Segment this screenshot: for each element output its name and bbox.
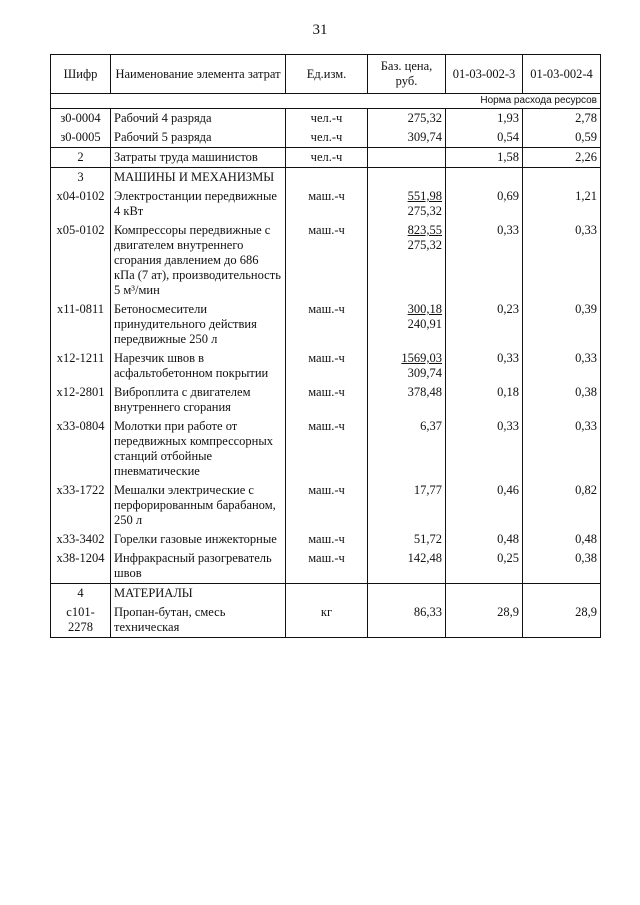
cell-norm-2: 0,33: [523, 349, 601, 383]
cell-norm-1: 0,46: [446, 481, 523, 530]
cell-price: [368, 221, 446, 300]
cell-unit: маш.-ч: [286, 417, 368, 481]
cell-norm-2: 0,33: [523, 221, 601, 300]
cell-name: Электростанции передвижные 4 кВт: [111, 187, 286, 221]
table-row: [51, 128, 601, 148]
cell-norm-2: 0,33: [523, 417, 601, 481]
cell-code: х33-0804: [51, 417, 111, 481]
price-primary: 551,98: [407, 189, 442, 203]
cell-code: х04-0102: [51, 187, 111, 221]
cell-norm-1: 1,93: [446, 109, 523, 129]
cell-name: Виброплита с двигателем внутреннего сгорания: [111, 383, 286, 417]
cell-price: [368, 549, 446, 584]
section-title: МАШИНЫ И МЕХАНИЗМЫ: [111, 168, 286, 188]
section-code: 3: [51, 168, 111, 188]
table-row: [51, 349, 601, 383]
cell-norm-1: 0,33: [446, 417, 523, 481]
price-secondary: 275,32: [407, 204, 442, 218]
cell-price: 275,32: [368, 109, 446, 129]
header-resource-2: 01-03-002-4: [523, 55, 601, 94]
section-row-machines: [51, 168, 601, 188]
cell-unit: маш.-ч: [286, 549, 368, 584]
cell-code: с101-2278: [51, 603, 111, 638]
cell-price: [368, 349, 446, 383]
cell-name: Молотки при работе от передвижных компрессорных станций отбойные пневматические: [111, 417, 286, 481]
cell-unit: чел.-ч: [286, 128, 368, 148]
cell-unit: чел.-ч: [286, 148, 368, 168]
cell-norm-2: 0,38: [523, 549, 601, 584]
price-primary: 1569,03: [401, 351, 442, 365]
cell-norm-2: 2,78: [523, 109, 601, 129]
cell-norm-1: 1,58: [446, 148, 523, 168]
header-name: Наименование элемента затрат: [111, 55, 286, 94]
table-row: [51, 549, 601, 584]
cell-code: х05-0102: [51, 221, 111, 300]
norm-label-row: [51, 94, 601, 109]
cell-unit: маш.-ч: [286, 383, 368, 417]
cell-name: Горелки газовые инжекторные: [111, 530, 286, 549]
cell-price: 86,33: [368, 603, 446, 638]
table-row: [51, 187, 601, 221]
price-secondary: 240,91: [407, 317, 442, 331]
cell-name: Компрессоры передвижные с двигателем внутреннего сгорания давлением до 686 кПа (7 ат), производительность 5 м³/мин: [111, 221, 286, 300]
cell-code: з0-0004: [51, 109, 111, 129]
cell-norm-1: 0,23: [446, 300, 523, 349]
cell-norm-1: 0,33: [446, 349, 523, 383]
cell-norm-2: 1,21: [523, 187, 601, 221]
cell-norm-2: 2,26: [523, 148, 601, 168]
cell-norm-2: 0,48: [523, 530, 601, 549]
cell-name: Мешалки электрические с перфорированным барабаном, 250 л: [111, 481, 286, 530]
cell-code: х33-1722: [51, 481, 111, 530]
table-header-row: [51, 55, 601, 94]
cell-name: Затраты труда машинистов: [111, 148, 286, 168]
cell-code: х12-2801: [51, 383, 111, 417]
cell-price: [368, 148, 446, 168]
price-primary: 6,37: [420, 419, 442, 433]
cell-norm-1: 28,9: [446, 603, 523, 638]
cell-norm-1: 0,18: [446, 383, 523, 417]
price-primary: 823,55: [407, 223, 442, 237]
header-code: Шифр: [51, 55, 111, 94]
cell-code: з0-0005: [51, 128, 111, 148]
cell-norm-1: 0,25: [446, 549, 523, 584]
table-row: [51, 383, 601, 417]
table-row: [51, 417, 601, 481]
cell-price: 309,74: [368, 128, 446, 148]
cell-price: [368, 530, 446, 549]
cell-norm-2: 0,39: [523, 300, 601, 349]
header-unit: Ед.изм.: [286, 55, 368, 94]
cell-unit: маш.-ч: [286, 349, 368, 383]
price-secondary: 275,32: [407, 238, 442, 252]
cell-norm-1: 0,69: [446, 187, 523, 221]
cell-code: х33-3402: [51, 530, 111, 549]
cell-name: Бетоносмесители принудительного действия передвижные 250 л: [111, 300, 286, 349]
header-resource-1: 01-03-002-3: [446, 55, 523, 94]
cell-code: х38-1204: [51, 549, 111, 584]
price-primary: 17,77: [413, 483, 442, 497]
page-number: 31: [312, 22, 328, 38]
cell-name: Инфракрасный разогреватель швов: [111, 549, 286, 584]
cell-code: х12-1211: [51, 349, 111, 383]
cell-norm-2: 28,9: [523, 603, 601, 638]
cell-norm-2: 0,82: [523, 481, 601, 530]
machinist-labor-row: [51, 148, 601, 168]
cell-name: Рабочий 4 разряда: [111, 109, 286, 129]
table-row: [51, 300, 601, 349]
cell-unit: маш.-ч: [286, 481, 368, 530]
table-row: [51, 481, 601, 530]
cell-name: Рабочий 5 разряда: [111, 128, 286, 148]
cell-unit: маш.-ч: [286, 300, 368, 349]
cell-name: Пропан-бутан, смесь техническая: [111, 603, 286, 638]
price-primary: 300,18: [407, 302, 442, 316]
header-price: Баз. цена, руб.: [368, 55, 446, 94]
resource-norm-table: [50, 54, 601, 638]
cell-price: [368, 417, 446, 481]
cell-unit: маш.-ч: [286, 221, 368, 300]
cell-unit: кг: [286, 603, 368, 638]
cell-norm-1: 0,54: [446, 128, 523, 148]
cell-code: х11-0811: [51, 300, 111, 349]
cell-price: [368, 300, 446, 349]
cell-price: [368, 187, 446, 221]
cell-norm-1: 0,33: [446, 221, 523, 300]
cell-price: [368, 481, 446, 530]
price-primary: 142,48: [407, 551, 442, 565]
cell-unit: маш.-ч: [286, 187, 368, 221]
section-row-materials: [51, 584, 601, 604]
cell-norm-2: 0,38: [523, 383, 601, 417]
table-row: [51, 109, 601, 129]
table-row: [51, 221, 601, 300]
cell-norm-2: 0,59: [523, 128, 601, 148]
price-primary: 51,72: [413, 532, 442, 546]
price-secondary: 309,74: [407, 366, 442, 380]
machine-rows: [51, 187, 601, 584]
cell-name: Нарезчик швов в асфальтобетонном покрытии: [111, 349, 286, 383]
section-code: 4: [51, 584, 111, 604]
cell-norm-1: 0,48: [446, 530, 523, 549]
section-title: МАТЕРИАЛЫ: [111, 584, 286, 604]
cell-unit: маш.-ч: [286, 530, 368, 549]
table-row: [51, 603, 601, 638]
cell-price: [368, 383, 446, 417]
norm-label: Норма расхода ресурсов: [51, 94, 601, 109]
price-primary: 378,48: [407, 385, 442, 399]
cell-code: 2: [51, 148, 111, 168]
cell-unit: чел.-ч: [286, 109, 368, 129]
table-row: [51, 530, 601, 549]
